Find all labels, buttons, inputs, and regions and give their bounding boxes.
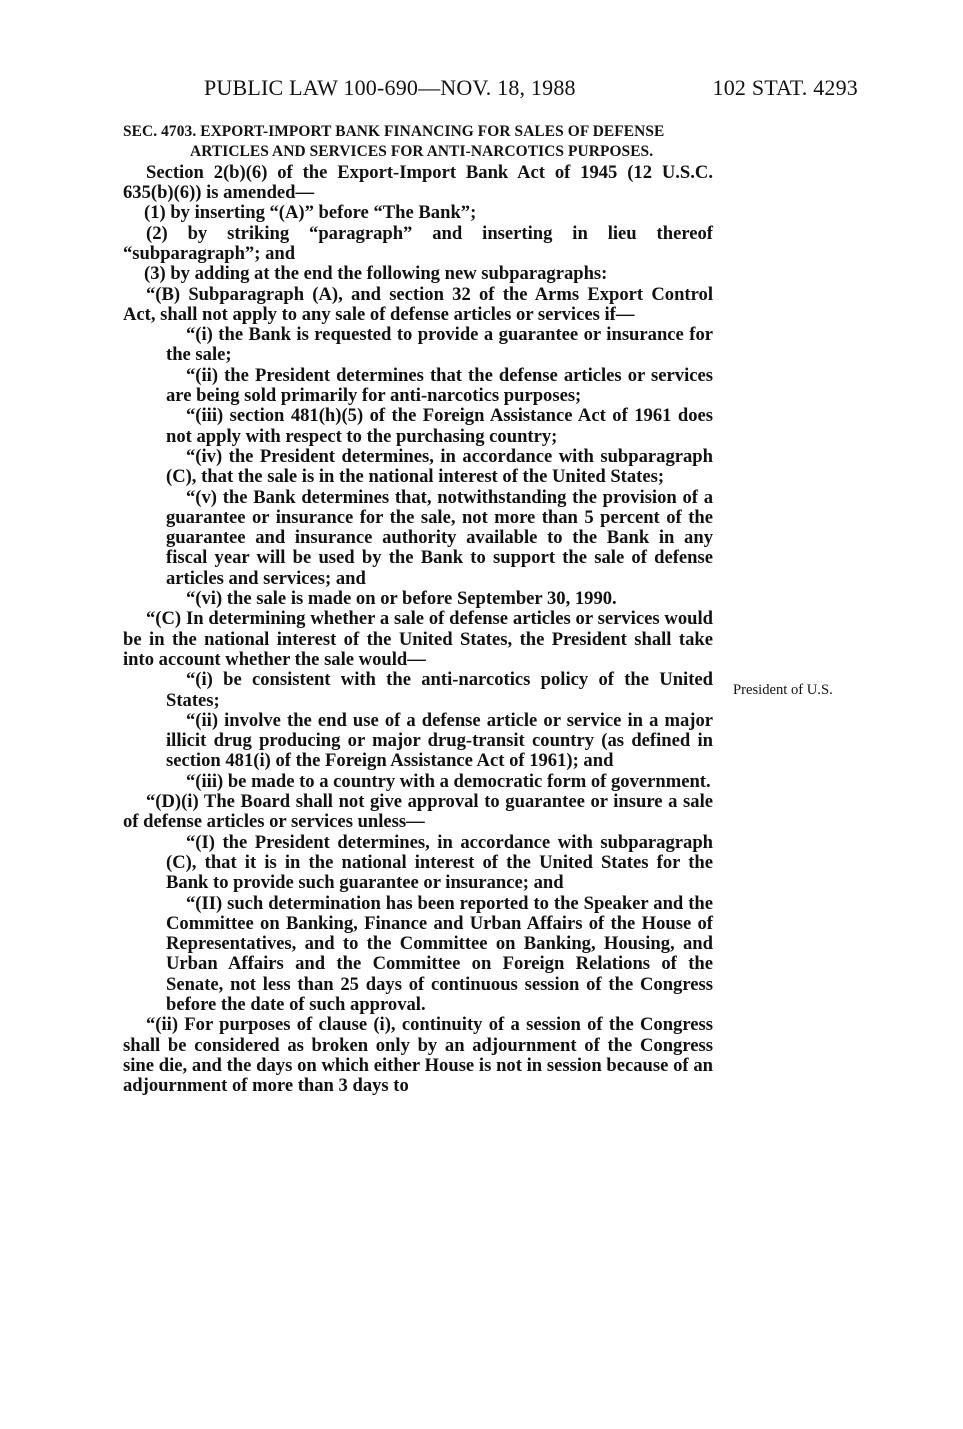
- clause-c-iii: “(iii) be made to a country with a democratic form of government.: [186, 770, 711, 792]
- subclause-d-i-I: “(I) the President determines, in accordance with subparagraph (C), that it is in the national interest of the United States for the Bank to provide such guarantee or insurance; and: [166, 831, 713, 894]
- clause-b-iv: “(iv) the President determines, in accordance with subparagraph (C), that the sale is in the national interest of the United States;: [166, 445, 713, 488]
- paragraph-intro: Section 2(b)(6) of the Export-Import Bank Act of 1945 (12 U.S.C. 635(b)(6)) is amended—: [123, 161, 713, 204]
- clause-b-vi: “(vi) the sale is made on or before September 30, 1990.: [186, 588, 617, 610]
- clause-b-v: “(v) the Bank determines that, notwithstanding the provision of a guarantee or insurance for the sale, not more than 5 percent of the guarantee and insurance authority available to the Bank in any fiscal year will be used by the Bank to support the sale of defense articles and services; and: [166, 486, 713, 589]
- subparagraph-d-ii: “(ii) For purposes of clause (i), continuity of a session of the Congress shall be considered as broken only by an adjournment of the Congress sine die, and the days on which either House is not in session because of an adjournment of more than 3 days to: [123, 1014, 713, 1097]
- public-law-citation: PUBLIC LAW 100-690—NOV. 18, 1988: [204, 75, 576, 100]
- clause-c-i: “(i) be consistent with the anti-narcotics policy of the United States;: [166, 669, 713, 711]
- clause-b-iii: “(iii) section 481(h)(5) of the Foreign Assistance Act of 1961 does not apply with respect to the purchasing country;: [166, 405, 713, 447]
- paragraph-amend-3: (3) by adding at the end the following new subparagraphs:: [144, 263, 608, 285]
- margin-note: President of U.S.: [733, 682, 833, 698]
- clause-c-ii: “(ii) involve the end use of a defense article or service in a major illicit drug producing or major drug-transit country (as defined in section 481(i) of the Foreign Assistance Act of 1961); and: [166, 709, 713, 772]
- paragraph-amend-1: (1) by inserting “(A)” before “The Bank”;: [144, 202, 477, 224]
- subclause-d-i-II: “(II) such determination has been reported to the Speaker and the Committee on Banking, Finance and Urban Affairs of the House of Representatives, and to the Committee on Banking, Housing, and Urban Affairs and the Committee on Foreign Relations of the Senate, not less than 25 days of continuous session of the Congress before the date of such approval.: [166, 892, 713, 1015]
- subparagraph-d-i: “(D)(i) The Board shall not give approval to guarantee or insure a sale of defense articles or services unless—: [123, 791, 713, 833]
- document-body: [123, 122, 713, 1096]
- subparagraph-b: “(B) Subparagraph (A), and section 32 of the Arms Export Control Act, shall not apply to any sale of defense articles or services if—: [123, 283, 713, 325]
- page-header: [204, 72, 858, 104]
- subparagraph-c: “(C) In determining whether a sale of defense articles or services would be in the national interest of the United States, the President shall take into account whether the sale would—: [123, 608, 713, 670]
- statute-page-number: 102 STAT. 4293: [712, 75, 858, 100]
- clause-b-ii: “(ii) the President determines that the defense articles or services are being sold primarily for anti-narcotics purposes;: [166, 364, 713, 407]
- section-heading: SEC. 4703. EXPORT-IMPORT BANK FINANCING FOR SALES OF DEFENSE ARTICLES AND SERVICES FOR ANTI-NARCOTICS PURPOSES.: [123, 123, 665, 161]
- paragraph-amend-2: (2) by striking “paragraph” and inserting in lieu thereof “subparagraph”; and: [123, 222, 713, 264]
- clause-b-i: “(i) the Bank is requested to provide a guarantee or insurance for the sale;: [166, 324, 713, 366]
